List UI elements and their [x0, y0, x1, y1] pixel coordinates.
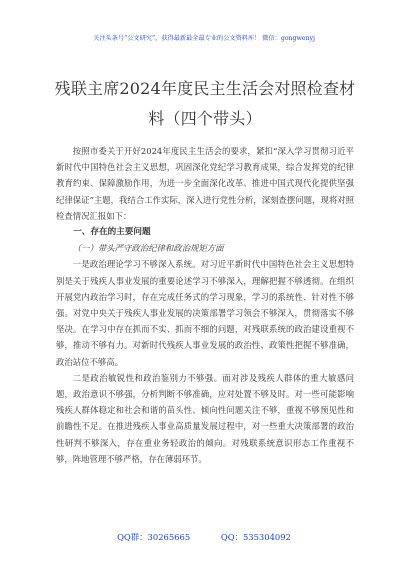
subsection-heading-political-discipline: （一）带头严守政治纪律和政治规矩方面	[72, 243, 224, 254]
footer-qq-group: QQ群：30265665	[117, 532, 191, 542]
paragraph-political-sensitivity: 二是政治敏锐性和政治鉴别力不够强。面对涉及残疾人群体的重大敏感问题，政治意识不够强，分析判断不够准确，应对处置不够及时。对一些可能影响残疾人群体稳定和社会和谐的苗头性、倾向性问题关注不够，重视不够预见性和前瞻性不足。在推进残疾人事业高质量发展过程中，对一些重大决策部署的政治性研判不够深入，存在重业务轻政治的倾向。对残联系统意识形态工作重视不够，阵地管理不够严格，存在薄弱环节。	[56, 372, 354, 464]
document-title-line-2: 料（四个带头）	[148, 109, 262, 128]
footer-contact	[0, 531, 408, 543]
header-watermark-text: 关注头条号“公文研究”，获得最新最全最专业的公文资料库！ 微信：gongwenyj	[93, 35, 315, 42]
section-heading-problems: 一、存在的主要问题	[73, 227, 151, 238]
document-title-line-1: 残联主席2024年度民主生活会对照检查材	[54, 79, 356, 98]
document-body	[56, 143, 354, 467]
paragraph-theory-study: 一是政治理论学习不够深入系统。对习近平新时代中国特色社会主义思想特别是关于残疾人事业发展的重要论述学习不够深入，理解把握不够透彻。在组织开展党内政治学习时，存在完成任务式的学习现象，学习的系统性、针对性不够强。对党中央关于残疾人事业发展的决策部署学习领会不够深入，贯彻落实不够坚决。在学习中存在抓而不实、抓而不细的问题，对残联系统的政治建设重视不够，推动不够有力。对新时代残疾人事业发展的政治性、政策性把握不够准确，政治站位不够高。	[56, 259, 354, 367]
intro-paragraph: 按照市委关于开好2024年度民主生活会的要求，紧扣“深入学习贯彻习近平新时代中国特色社会主义思想，巩固深化党纪学习教育成果，综合发挥党的纪律教育约束、保障激励作用，为进一步全面深化改革、推进中国式现代化提供坚强纪律保证”主题，我结合工作实际，深入进行党性分析，深刻查摆问题，现将对照检查情况汇报如下：	[56, 146, 354, 221]
footer-qq: QQ：535304092	[220, 532, 291, 542]
